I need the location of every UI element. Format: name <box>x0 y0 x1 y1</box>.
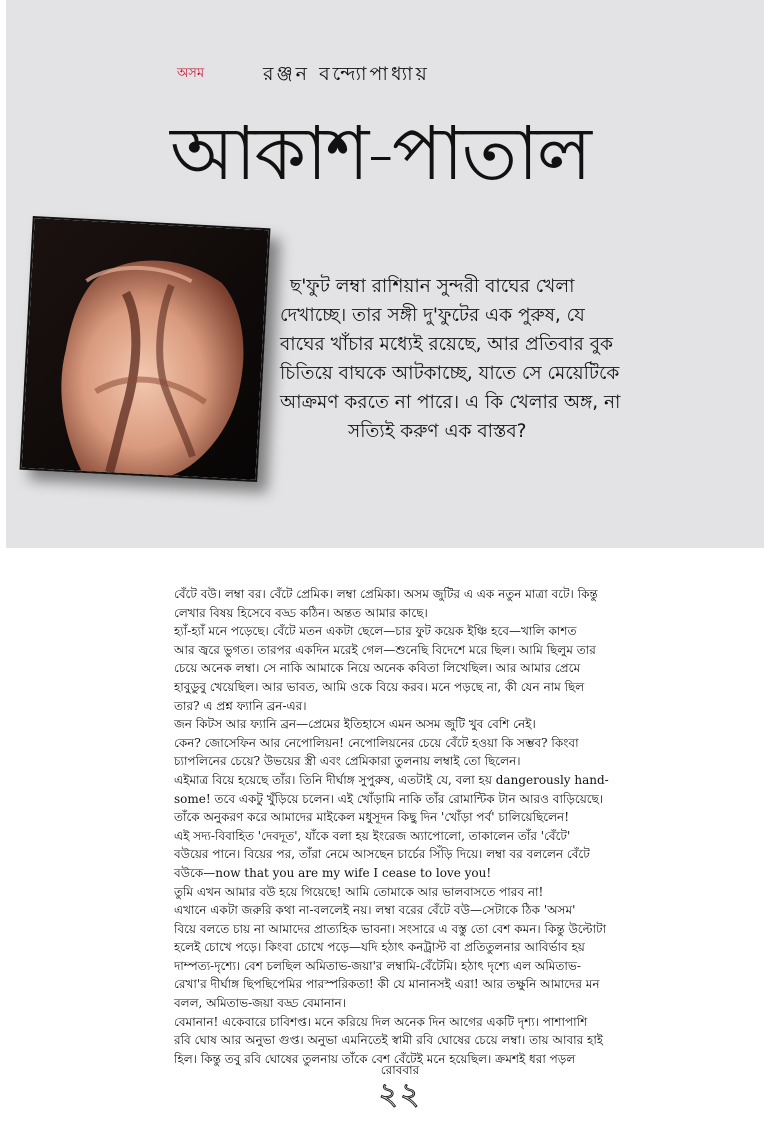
category-label: অসম <box>177 66 205 81</box>
page-number: ২২ <box>378 1077 422 1112</box>
magazine-name: রোববার <box>380 1063 420 1077</box>
body-line: বেমানান! একেবারে চাবিশপ্ত। মনে করিয়ে দিল অনেক দিন আগের একটি দৃশ্য। পাশাপাশি <box>174 1014 588 1029</box>
body-line: হলেই চোখে পড়ে। কিংবা চোখে পড়ে—যদি হঠাৎ কনট্রাস্ট বা প্রতিতুলনার আবির্ভাব হয় <box>174 940 585 955</box>
intro-line: সত্যিই করুণ এক বাস্তব? <box>348 421 527 442</box>
body-line: জন কিটস আর ফ্যানি ব্রন—প্রেমের ইতিহাসে এমন অসম জুটি খুব বেশি নেই। <box>174 717 536 732</box>
body-line: some! তবে একটু খুঁড়িয়ে চলেন। এই খোঁড়ামি নাকি তাঁর রোমান্টিক টান আরও বাড়িয়েছে। <box>174 791 604 806</box>
body-line: হাবুডুবু খেয়েছিল। আর ভাবত, আমি ওকে বিয়ে করব। মনে পড়ছে না, কী যেন নাম ছিল <box>174 679 585 694</box>
intro-line: চিতিয়ে বাঘকে আটকাচ্ছে, যাতে সে মেয়েটিকে <box>280 363 620 384</box>
body-line: বিয়ে বলতে চায় না আমাদের প্রাত্যহিক ভাবনা। সংসারে এ বস্তু তো বেশ কমন। কিন্তু উল্টোটা <box>174 921 607 936</box>
intro-line: বাঘের খাঁচার মধ্যেই রয়েছে, আর প্রতিবার বুক <box>280 334 613 355</box>
body-line: রেখা'র দীর্ঘাঙ্গ ছিপছিপেমির পারস্পরিকতা! কী যে মানানসই এরা! আর তক্ষুনি আমাদের মন <box>174 977 600 992</box>
intro-line: দেখাচ্ছে। তার সঙ্গী দু'ফুটের এক পুরুষ, যে <box>280 305 585 326</box>
intro-line: ছ'ফুট লম্বা রাশিয়ান সুন্দরী বাঘের খেলা <box>290 276 575 297</box>
body-line: বউয়ের পানে। বিয়ের পর, তাঁরা নেমে আসছেন চার্চের সিঁড়ি দিয়ে। লম্বা বর বললেন বেঁটে <box>174 847 590 862</box>
article-title: আকাশ-পাতাল <box>170 111 590 197</box>
body-line: লেখার বিষয় হিসেবে বড্ড কঠিন। অন্তত আমার কাছে। <box>174 605 428 620</box>
intro-line: আক্রমণ করতে না পারে। এ কি খেলার অঙ্গ, না <box>280 392 621 413</box>
body-line: চ্যাপলিনের চেয়ে? উভয়ের স্ত্রী এবং প্রেমিকারা তুলনায় লম্বাই তো ছিলেন। <box>174 754 521 769</box>
body-line: আর জ্বরে ভুগত। তারপর একদিন মরেই গেল—শুনেছি বিদেশে মরে ছিল। আমি ছিলুম তার <box>174 642 596 657</box>
body-line: বেঁটে বউ। লম্বা বর। বেঁটে প্রেমিক। লম্বা প্রেমিকা। অসম জুটির এ এক নতুন মাত্রা বটে। কিন্তু <box>174 587 598 601</box>
body-line: কেন? জোসেফিন আর নেপোলিয়ন! নেপোলিয়নের চেয়ে বেঁটে হওয়া কি সম্ভব? কিংবা <box>174 735 579 750</box>
article-body <box>174 585 610 1068</box>
body-line: হিল। কিন্তু তবু রবি ঘোষের তুলনায় তাঁকে বেশ বেঁটেই মনে হয়েছিল। ক্রমশই ধরা পড়ল <box>174 1051 576 1066</box>
body-line: তার? এ প্রশ্ন ফ্যানি ব্রন-এর। <box>174 698 307 713</box>
body-line: চেয়ে অনেক লম্বা। সে নাকি আমাকে নিয়ে অনেক কবিতা লিখেছিল। আর আমার প্রেমে <box>174 661 581 676</box>
body-line: তাঁকে অনুকরণ করে আমাদের মাইকেল মধুসূদন কিছু দিন 'খোঁড়া পর্ব' চালিয়েছিলেন! <box>174 810 570 825</box>
embracing-couple-painting-icon <box>22 218 269 480</box>
body-line: এই সদ্য-বিবাহিত 'দেবদূত', যাঁকে বলা হয় ইংরেজ অ্যাপোলো, তাকালেন তাঁর 'বেঁটে' <box>174 828 571 843</box>
page-edge <box>764 0 770 548</box>
body-line: বলল, অমিতাভ-জয়া বড্ড বেমানান। <box>174 996 347 1011</box>
body-line: হ্যাঁ-হ্যাঁ মনে পড়েছে। বেঁটে মতন একটা ছেলে—চার ফুট কয়েক ইঞ্চি হবে—খালি কাশত <box>174 624 577 639</box>
body-line: রবি ঘোষ আর অনুভা গুপ্ত। অনুভা এমনিতেই স্বামী রবি ঘোষের চেয়ে লম্বা। তায় আবার হাই <box>174 1033 604 1048</box>
body-line: বউকে—now that you are my wife I cease to love you! <box>174 865 492 880</box>
body-line: এইমাত্র বিয়ে হয়েছে তাঁর। তিনি দীর্ঘাঙ্গ সুপুরুষ, এতটাই যে, বলা হয় dangerously hand- <box>174 772 609 787</box>
article-illustration <box>20 216 271 482</box>
body-line: এখানে একটা জরুরি কথা না-বললেই নয়। লম্বা বরের বেঁটে বউ—সেটাকে ঠিক 'অসম' <box>174 903 576 918</box>
intro-blurb <box>280 272 630 446</box>
body-line: দাম্পত্য-দৃশ্যে। বেশ চলছিল অমিতাভ-জয়া'র লম্বামি-বেঁটেমি। হঠাৎ দৃশ্যে এল অমিতাভ- <box>174 958 581 973</box>
author-name: রঞ্জন বন্দ্যোপাধ্যায় <box>263 63 430 85</box>
body-line: তুমি এখন আমার বউ হয়ে গিয়েছে! আমি তোমাকে আর ভালবাসতে পারব না! <box>174 884 544 899</box>
